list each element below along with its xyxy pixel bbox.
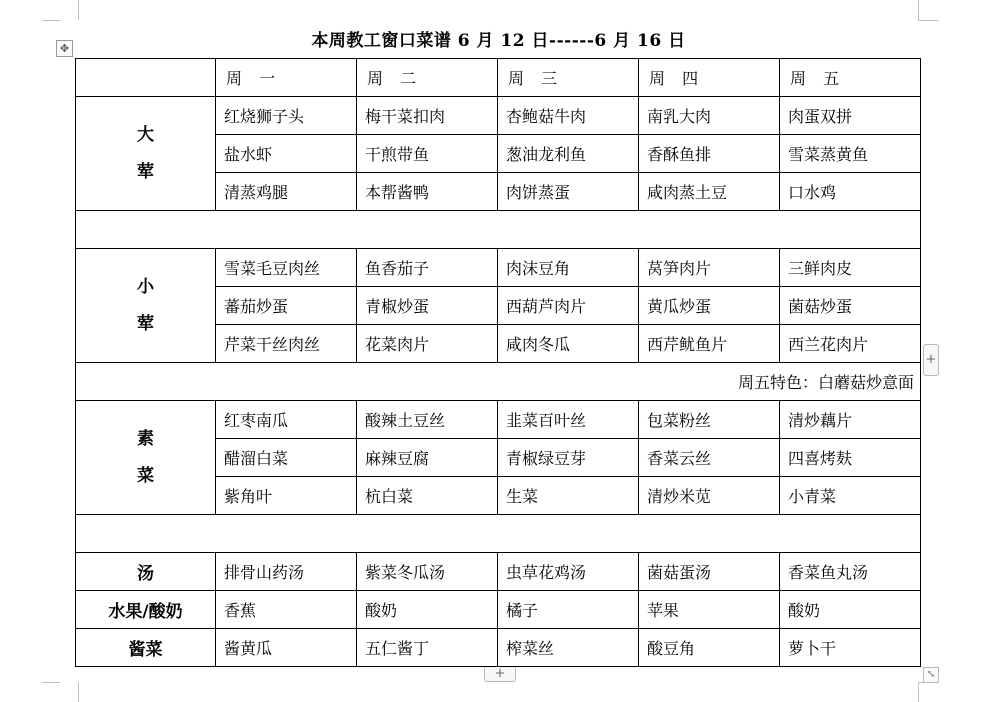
dish-cell[interactable]: 口水鸡	[780, 173, 921, 211]
dish-cell[interactable]: 莴笋肉片	[639, 249, 780, 287]
dish-cell[interactable]: 蕃茄炒蛋	[216, 287, 357, 325]
dish-cell[interactable]: 苹果	[639, 591, 780, 629]
dish-cell[interactable]: 生菜	[498, 477, 639, 515]
dish-cell[interactable]: 醋溜白菜	[216, 439, 357, 477]
dish-cell[interactable]: 萝卜干	[780, 629, 921, 667]
dish-cell[interactable]: 虫草花鸡汤	[498, 553, 639, 591]
dish-cell[interactable]: 青椒绿豆芽	[498, 439, 639, 477]
page-title: 本周教工窗口菜谱 6 月 12 日------6 月 16 日	[311, 31, 686, 51]
table-row-header	[76, 59, 921, 97]
dish-cell[interactable]: 本帮酱鸭	[357, 173, 498, 211]
dish-cell[interactable]: 菌菇炒蛋	[780, 287, 921, 325]
menu-table	[75, 58, 921, 667]
table-resize-icon[interactable]: ⤡	[923, 667, 939, 683]
dish-cell[interactable]: 干煎带鱼	[357, 135, 498, 173]
table-move-icon[interactable]: ✥	[56, 40, 73, 57]
crop-mark	[60, 682, 79, 702]
dish-cell[interactable]: 西葫芦肉片	[498, 287, 639, 325]
dish-cell[interactable]: 清炒米苋	[639, 477, 780, 515]
dish-cell[interactable]: 酸豆角	[639, 629, 780, 667]
dish-cell[interactable]: 香酥鱼排	[639, 135, 780, 173]
dish-cell[interactable]: 榨菜丝	[498, 629, 639, 667]
dish-cell[interactable]: 三鲜肉皮	[780, 249, 921, 287]
dish-cell[interactable]: 雪菜毛豆肉丝	[216, 249, 357, 287]
table-row	[76, 97, 921, 135]
dish-cell[interactable]: 香菜云丝	[639, 439, 780, 477]
day-header-thu[interactable]: 周 四	[639, 59, 780, 97]
dish-cell[interactable]: 盐水虾	[216, 135, 357, 173]
dish-cell[interactable]: 雪菜蒸黄鱼	[780, 135, 921, 173]
dish-cell[interactable]: 黄瓜炒蛋	[639, 287, 780, 325]
dish-cell[interactable]: 紫菜冬瓜汤	[357, 553, 498, 591]
crop-mark	[42, 682, 60, 683]
crop-mark	[918, 20, 938, 21]
category-tang[interactable]: 汤	[76, 553, 216, 591]
dish-cell[interactable]: 菌菇蛋汤	[639, 553, 780, 591]
day-header-wed[interactable]: 周 三	[498, 59, 639, 97]
dish-cell[interactable]: 麻辣豆腐	[357, 439, 498, 477]
day-header-tue[interactable]: 周 二	[357, 59, 498, 97]
dish-cell[interactable]: 紫角叶	[216, 477, 357, 515]
category-dahun[interactable]: 大 荤	[76, 97, 216, 211]
dish-cell[interactable]: 清炒藕片	[780, 401, 921, 439]
dish-cell[interactable]: 肉蛋双拼	[780, 97, 921, 135]
dish-cell[interactable]: 青椒炒蛋	[357, 287, 498, 325]
day-header-mon[interactable]: 周 一	[216, 59, 357, 97]
dish-cell[interactable]: 酱黄瓜	[216, 629, 357, 667]
corner-cell[interactable]	[76, 59, 216, 97]
table-row	[76, 591, 921, 629]
table-row-empty	[76, 211, 921, 249]
dish-cell[interactable]: 杏鲍菇牛肉	[498, 97, 639, 135]
dish-cell[interactable]: 小青菜	[780, 477, 921, 515]
table-row-note	[76, 363, 921, 401]
table-row	[76, 401, 921, 439]
table-row-empty	[76, 515, 921, 553]
dish-cell[interactable]: 五仁酱丁	[357, 629, 498, 667]
dish-cell[interactable]: 香菜鱼丸汤	[780, 553, 921, 591]
special-note[interactable]: 周五特色：白蘑菇炒意面	[76, 363, 921, 401]
dish-cell[interactable]: 葱油龙利鱼	[498, 135, 639, 173]
crop-mark	[918, 682, 937, 702]
crop-mark	[60, 0, 79, 20]
dish-cell[interactable]: 红枣南瓜	[216, 401, 357, 439]
dish-cell[interactable]: 咸肉蒸土豆	[639, 173, 780, 211]
day-header-fri[interactable]: 周 五	[780, 59, 921, 97]
category-jiangcai[interactable]: 酱菜	[76, 629, 216, 667]
dish-cell[interactable]: 肉沫豆角	[498, 249, 639, 287]
dish-cell[interactable]: 排骨山药汤	[216, 553, 357, 591]
dish-cell[interactable]: 芹菜干丝肉丝	[216, 325, 357, 363]
dish-cell[interactable]: 酸奶	[357, 591, 498, 629]
dish-cell[interactable]: 咸肉冬瓜	[498, 325, 639, 363]
dish-cell[interactable]: 韭菜百叶丝	[498, 401, 639, 439]
category-sucai[interactable]: 素 菜	[76, 401, 216, 515]
dish-cell[interactable]: 清蒸鸡腿	[216, 173, 357, 211]
crop-mark	[918, 0, 937, 20]
empty-cell[interactable]	[76, 515, 921, 553]
add-row-button[interactable]: +	[484, 666, 516, 682]
dish-cell[interactable]: 梅干菜扣肉	[357, 97, 498, 135]
dish-cell[interactable]: 西芹鱿鱼片	[639, 325, 780, 363]
dish-cell[interactable]: 橘子	[498, 591, 639, 629]
table-row	[76, 553, 921, 591]
category-shuiguo[interactable]: 水果/酸奶	[76, 591, 216, 629]
dish-cell[interactable]: 四喜烤麸	[780, 439, 921, 477]
dish-cell[interactable]: 包菜粉丝	[639, 401, 780, 439]
dish-cell[interactable]: 酸辣土豆丝	[357, 401, 498, 439]
dish-cell[interactable]: 鱼香茄子	[357, 249, 498, 287]
dish-cell[interactable]: 酸奶	[780, 591, 921, 629]
crop-mark	[42, 20, 60, 21]
dish-cell[interactable]: 肉饼蒸蛋	[498, 173, 639, 211]
dish-cell[interactable]: 红烧狮子头	[216, 97, 357, 135]
dish-cell[interactable]: 西兰花肉片	[780, 325, 921, 363]
table-row	[76, 249, 921, 287]
empty-cell[interactable]	[76, 211, 921, 249]
table-row	[76, 629, 921, 667]
dish-cell[interactable]: 南乳大肉	[639, 97, 780, 135]
dish-cell[interactable]: 香蕉	[216, 591, 357, 629]
dish-cell[interactable]: 花菜肉片	[357, 325, 498, 363]
category-xiaohun[interactable]: 小 荤	[76, 249, 216, 363]
dish-cell[interactable]: 杭白菜	[357, 477, 498, 515]
add-column-button[interactable]: +	[923, 344, 939, 376]
